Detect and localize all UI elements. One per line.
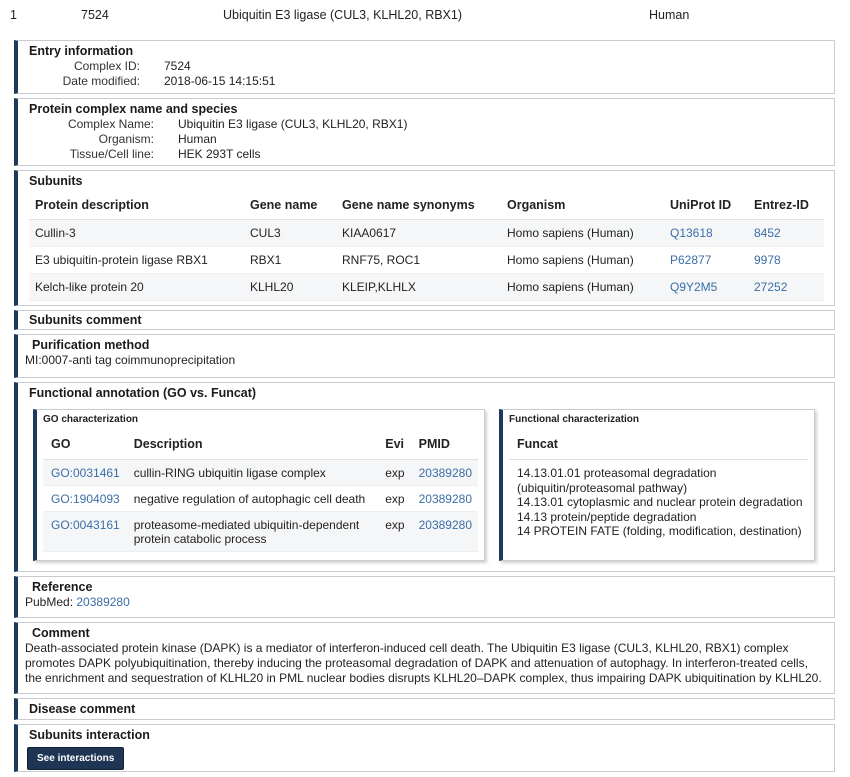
col-pmid: PMID [411, 431, 478, 460]
row-index: 1 [10, 8, 17, 22]
protein-description: Cullin-3 [29, 220, 244, 247]
comment-text: Death-associated protein kinase (DAPK) is a mediator of interferon-induced cell death. The Ubiquitin E3 ligase (CUL3, KLHL20, RBX1) complex promotes DAPK polyubiquitination, thereby inducing the proteasomal degradation of DAPK and attenuation of autophagy. In interferon-treated cells, the enrichment and sequestration of KLHL20 in PML nuclear bodies disrupts KLHL20–DAPK complex, thus impairing DAPK ubiquitination by KLHL20. [25, 641, 822, 685]
comment-title: Comment [32, 626, 90, 640]
functional-characterization-panel [499, 409, 815, 561]
pubmed-label: PubMed: [25, 595, 74, 609]
table-row [43, 486, 478, 512]
complex-name-value: Ubiquitin E3 ligase (CUL3, KLHL20, RBX1) [178, 117, 408, 131]
go-characterization-title: GO characterization [43, 414, 139, 425]
list-item: 14.13.01.01 proteasomal degradation (ubiquitin/proteasomal pathway) [517, 466, 717, 495]
go-term-link[interactable]: GO:1904093 [51, 492, 120, 506]
col-evi: Evi [377, 431, 410, 460]
pmid-link[interactable]: 20389280 [418, 518, 472, 532]
entry-information-panel [14, 40, 835, 94]
complex-detail [14, 40, 835, 776]
pmid-link[interactable]: 20389280 [418, 466, 472, 480]
col-gene-name: Gene name [244, 191, 336, 220]
comment-panel [14, 622, 835, 694]
table-row [43, 512, 478, 552]
tissue-label: Tissue/Cell line: [69, 147, 154, 161]
funcat-header: Funcat [509, 431, 808, 460]
see-interactions-button[interactable]: See interactions [27, 747, 124, 770]
functional-characterization-title: Functional characterization [509, 414, 640, 425]
entrez-link[interactable]: 8452 [754, 226, 781, 240]
tissue-value: HEK 293T cells [178, 147, 261, 161]
organism-value: Human [178, 132, 217, 146]
purification-title: Purification method [32, 338, 150, 352]
subunits-interaction-title: Subunits interaction [29, 728, 150, 742]
entry-information-title: Entry information [29, 44, 134, 58]
subunits-title: Subunits [29, 174, 83, 188]
subunits-comment-title: Subunits comment [29, 313, 142, 327]
protein-description: Kelch-like protein 20 [29, 274, 244, 301]
functional-annotation-title: Functional annotation (GO vs. Funcat) [29, 386, 257, 400]
protein-description: E3 ubiquitin-protein ligase RBX1 [29, 247, 244, 274]
row-complex-name: Ubiquitin E3 ligase (CUL3, KLHL20, RBX1) [223, 8, 463, 22]
go-evidence: exp [377, 486, 410, 512]
gene-synonyms: KLEIP,KLHLX [336, 274, 501, 301]
subunits-interaction-panel [14, 724, 835, 772]
go-table [43, 431, 478, 552]
col-protein-description: Protein description [29, 191, 244, 220]
result-row [0, 0, 850, 30]
pubmed-link[interactable]: 20389280 [76, 595, 130, 609]
table-row [29, 220, 824, 247]
functional-annotation-panel [14, 382, 835, 572]
gene-name: RBX1 [244, 247, 336, 274]
col-organism: Organism [501, 191, 664, 220]
go-characterization-panel [33, 409, 485, 561]
organism: Homo sapiens (Human) [501, 247, 664, 274]
funcat-list [509, 460, 808, 539]
purification-panel [14, 334, 835, 378]
gene-synonyms: RNF75, ROC1 [336, 247, 501, 274]
go-evidence: exp [377, 460, 410, 486]
go-description: negative regulation of autophagic cell death [126, 486, 378, 512]
purification-value: MI:0007-anti tag coimmunoprecipitation [25, 353, 236, 367]
row-complex-id: 7524 [81, 8, 109, 22]
entrez-link[interactable]: 9978 [754, 253, 781, 267]
disease-comment-panel [14, 698, 835, 720]
go-term-link[interactable]: GO:0031461 [51, 466, 120, 480]
name-species-title: Protein complex name and species [29, 102, 238, 116]
gene-name: CUL3 [244, 220, 336, 247]
table-row [29, 274, 824, 301]
gene-synonyms: KIAA0617 [336, 220, 501, 247]
gene-name: KLHL20 [244, 274, 336, 301]
col-go: GO [43, 431, 126, 460]
uniprot-link[interactable]: P62877 [670, 253, 712, 267]
col-description: Description [126, 431, 378, 460]
list-item: 14.13.01 cytoplasmic and nuclear protein degradation [517, 495, 803, 509]
organism: Homo sapiens (Human) [501, 220, 664, 247]
table-row [29, 247, 824, 274]
table-row [43, 460, 478, 486]
reference-panel [14, 576, 835, 618]
uniprot-link[interactable]: Q13618 [670, 226, 713, 240]
complex-id-value: 7524 [164, 59, 191, 73]
date-modified-value: 2018-06-15 14:15:51 [164, 74, 276, 88]
name-species-panel [14, 98, 835, 166]
go-evidence: exp [377, 512, 410, 552]
subunits-panel [14, 170, 835, 306]
complex-name-label: Complex Name: [67, 117, 154, 131]
disease-comment-title: Disease comment [29, 702, 136, 716]
list-item: 14 PROTEIN FATE (folding, modification, destination) [517, 524, 802, 538]
date-modified-label: Date modified: [62, 74, 140, 88]
row-species: Human [649, 8, 690, 22]
pmid-link[interactable]: 20389280 [418, 492, 472, 506]
col-uniprot-id: UniProt ID [664, 191, 748, 220]
entrez-link[interactable]: 27252 [754, 280, 788, 294]
complex-id-label: Complex ID: [73, 59, 140, 73]
col-entrez-id: Entrez-ID [748, 191, 824, 220]
go-term-link[interactable]: GO:0043161 [51, 518, 120, 532]
list-item: 14.13 protein/peptide degradation [517, 509, 697, 524]
organism-label: Organism: [98, 132, 154, 146]
subunits-comment-panel [14, 310, 835, 330]
go-description: cullin-RING ubiquitin ligase complex [126, 460, 378, 486]
uniprot-link[interactable]: Q9Y2M5 [670, 280, 718, 294]
col-gene-synonyms: Gene name synonyms [336, 191, 501, 220]
subunits-table [29, 191, 824, 301]
reference-title: Reference [32, 580, 93, 594]
organism: Homo sapiens (Human) [501, 274, 664, 301]
go-description: proteasome-mediated ubiquitin-dependent protein catabolic process [126, 512, 378, 552]
